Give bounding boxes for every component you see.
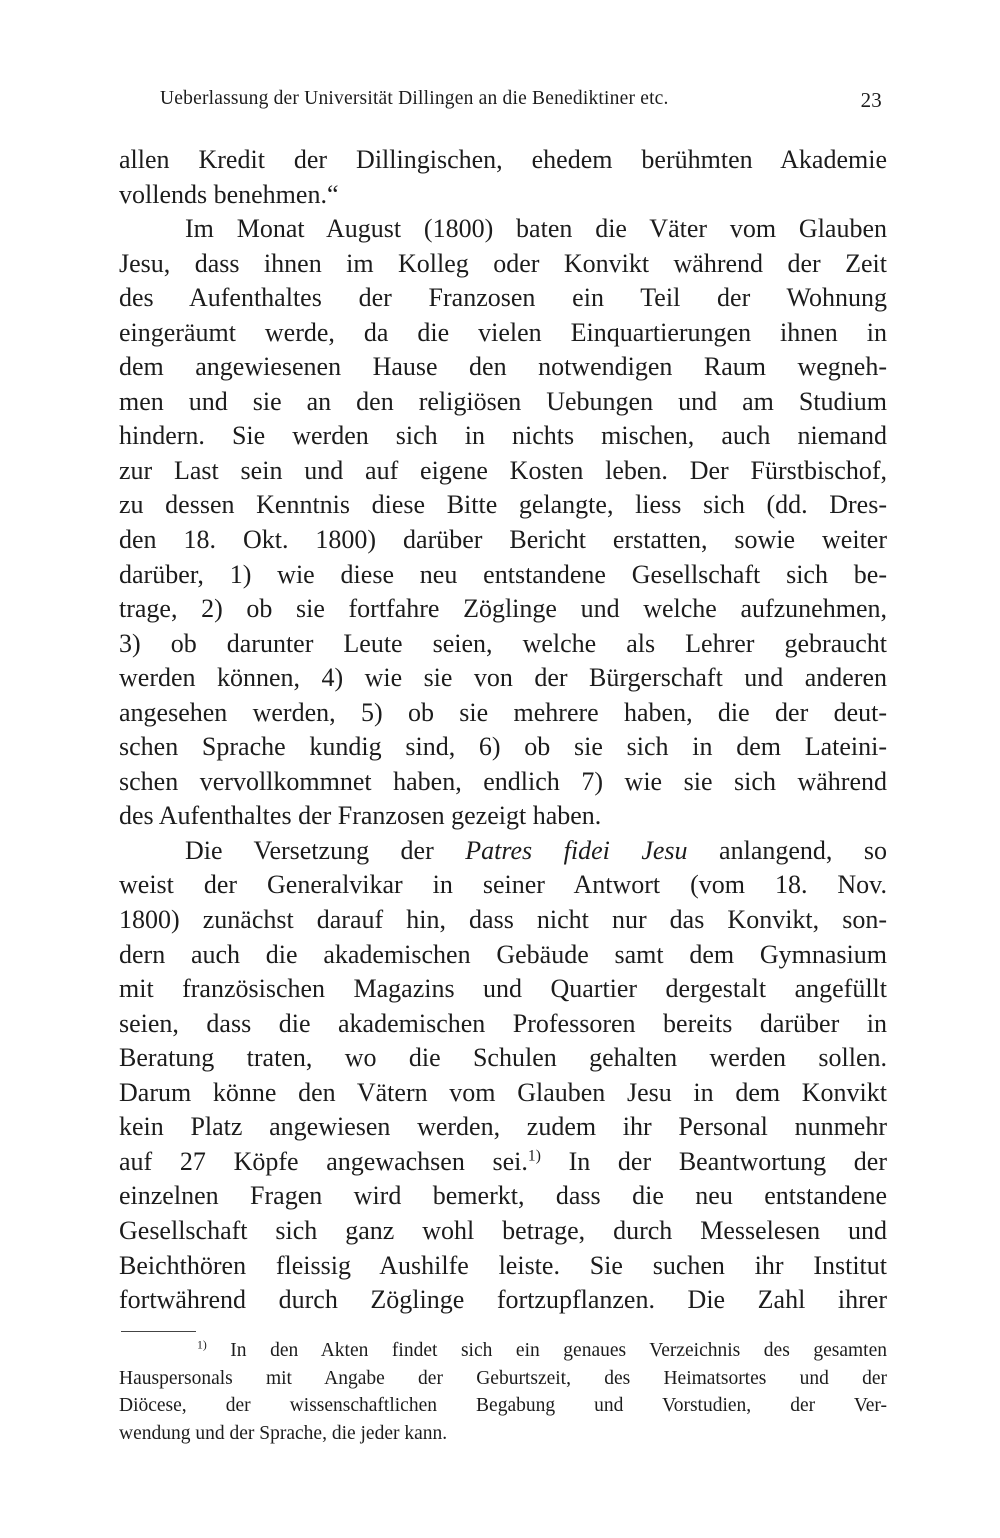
text-line: werden können, 4) wie sie von der Bürgerschaft und anderen	[119, 663, 887, 693]
text-line: schen vervollkommnet haben, endlich 7) wie sie sich während	[119, 766, 887, 796]
paragraph-start-line	[119, 834, 887, 869]
text-line: men und sie an den religiösen Uebungen und am Studium	[119, 386, 887, 416]
text-line: darüber, 1) wie diese neu entstandene Gesellschaft sich be-	[119, 559, 887, 589]
text-line: dern auch die akademischen Gebäude samt dem Gymnasium	[119, 939, 887, 969]
text-segment: anlangend, so	[687, 835, 887, 865]
text-line: 3) ob darunter Leute seien, welche als Lehrer gebraucht	[119, 628, 887, 658]
text-line: seien, dass die akademischen Professoren bereits darüber in	[119, 1008, 887, 1038]
text-line: angesehen werden, 5) ob sie mehrere haben, die der deut-	[119, 697, 887, 727]
text-line: zur Last sein und auf eigene Kosten leben. Der Fürstbischof,	[119, 455, 887, 485]
text-segment: Die Versetzung der	[185, 835, 466, 865]
text-line: zu dessen Kenntnis diese Bitte gelangte, liess sich (dd. Dres-	[119, 490, 887, 520]
text-line: Beratung traten, wo die Schulen gehalten werden sollen.	[119, 1043, 887, 1073]
footnote-text: In den Akten findet sich ein genaues Verzeichnis des gesamten	[206, 1340, 887, 1361]
text-line: fortwährend durch Zöglinge fortzupflanzen. Die Zahl ihrer	[119, 1285, 887, 1315]
footnote-line: Diöcese, der wissenschaftlichen Begabung und Vorstudien, der Ver-	[119, 1395, 887, 1416]
footnote-line	[119, 1337, 887, 1365]
page-number: 23	[860, 88, 882, 112]
text-line: trage, 2) ob sie fortfahre Zöglinge und welche aufzunehmen,	[119, 594, 887, 624]
text-line: Jesu, dass ihnen im Kolleg oder Konvikt während der Zeit	[119, 248, 887, 278]
text-line: vollends benehmen.“	[119, 179, 339, 209]
text-line: dem angewiesenen Hause den notwendigen Raum wegneh-	[119, 352, 887, 382]
italic-latin-phrase: Patres fidei Jesu	[465, 835, 688, 865]
footnote-divider	[121, 1331, 196, 1332]
paragraph-start-line: Im Monat August (1800) baten die Väter vom Glauben	[185, 214, 887, 244]
text-line: 1800) zunächst darauf hin, dass nicht nur das Konvikt, son-	[119, 905, 887, 935]
text-line: des Aufenthaltes der Franzosen ein Teil der Wohnung	[119, 283, 887, 313]
text-line: Darum könne den Vätern vom Glauben Jesu in dem Konvikt	[119, 1077, 887, 1107]
text-line: des Aufenthaltes der Franzosen gezeigt haben.	[119, 801, 602, 831]
footnote-marker: 1)	[197, 1338, 207, 1352]
text-line: den 18. Okt. 1800) darüber Bericht erstatten, sowie weiter	[119, 525, 887, 555]
text-line: mit französischen Magazins und Quartier dergestalt angefüllt	[119, 974, 887, 1004]
text-segment: In der Beantwortung der	[540, 1146, 888, 1176]
footnote-reference: 1)	[527, 1147, 541, 1165]
text-line: eingeräumt werde, da die vielen Einquartierungen ihnen in	[119, 317, 887, 347]
running-head	[160, 88, 882, 114]
footnote-line: Hauspersonals mit Angabe der Geburtszeit, des Heimatsortes und der	[119, 1367, 887, 1389]
footnote-line: wendung und der Sprache, die jeder kann.	[119, 1422, 448, 1444]
text-line: einzelnen Fragen wird bemerkt, dass die neu entstandene	[119, 1181, 887, 1211]
body-text	[119, 143, 887, 1318]
text-line: Gesellschaft sich ganz wohl betrage, durch Messelesen und	[119, 1215, 887, 1245]
footnotes	[119, 1337, 887, 1447]
text-line: weist der Generalvikar in seiner Antwort (vom 18. Nov.	[119, 870, 887, 900]
text-line: allen Kredit der Dillingischen, ehedem berühmten Akademie	[119, 145, 887, 174]
text-line: schen Sprache kundig sind, 6) ob sie sich in dem Lateini-	[119, 732, 887, 762]
text-segment: auf 27 Köpfe angewachsen sei.	[119, 1146, 528, 1176]
text-line: kein Platz angewiesen werden, zudem ihr Personal nunmehr	[119, 1112, 887, 1142]
text-line	[119, 1145, 887, 1180]
text-line: Beichthören fleissig Aushilfe leiste. Sie suchen ihr Institut	[119, 1250, 887, 1280]
text-line: hindern. Sie werden sich in nichts mischen, auch niemand	[119, 421, 887, 451]
running-title: Ueberlassung der Universität Dillingen an die Benediktiner etc.	[160, 88, 669, 109]
